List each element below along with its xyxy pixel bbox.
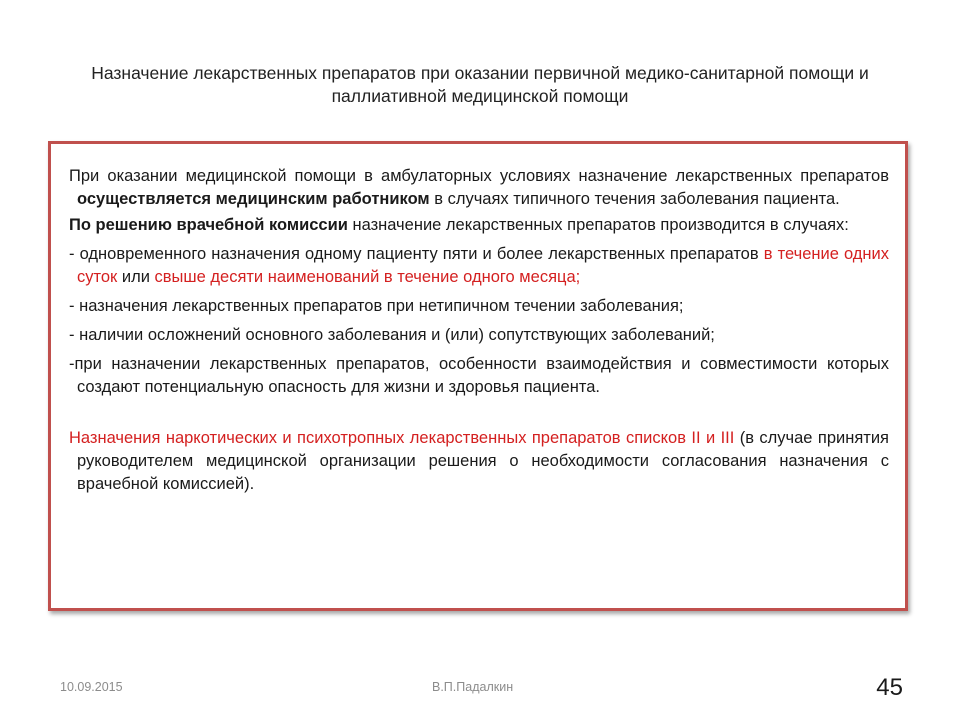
list-item-complications: - наличии осложнений основного заболевания и (или) сопутствующих заболеваний; — [69, 326, 715, 344]
paragraph-ambulatory-text-2: в случаях типичного течения заболевания пациента. — [429, 190, 840, 208]
paragraph-narcotics — [69, 427, 889, 496]
paragraph-narcotics-red: Назначения наркотических и психотропных лекарственных препаратов списков II и III — [69, 429, 735, 447]
list-item-interactions: -при назначении лекарственных препаратов, особенности взаимодействия и совместимости которых создают потенциальную опасность для жизни и здоровья пациента. — [69, 355, 889, 396]
paragraph-narcotics-text: (в случае принятия руководителем медицинской организации решения о необходимости согласования назначения с врачебной комиссией). — [77, 429, 889, 493]
paragraph-commission — [69, 214, 889, 237]
content-body — [69, 165, 889, 496]
paragraph-ambulatory — [69, 165, 889, 211]
list-item-five-drugs-text-1: - одновременного назначения одному пациенту пяти и более лекарственных препаратов — [69, 245, 764, 263]
paragraph-commission-text: назначение лекарственных препаратов производится в случаях: — [347, 216, 849, 234]
paragraph-ambulatory-bold: осуществляется медицинским работником — [77, 190, 430, 208]
list-item-five-drugs-red-1: в течение одних суток — [77, 245, 889, 286]
content-frame — [48, 141, 908, 611]
footer-author: В.П.Падалкин — [432, 680, 514, 694]
footer-date: 10.09.2015 — [60, 680, 123, 694]
list-item-five-drugs — [69, 243, 889, 289]
page-number: 45 — [876, 674, 903, 701]
slide-title: Назначение лекарственных препаратов при оказании первичной медико-санитарной помощи и паллиативной медицинской помощи — [91, 63, 869, 106]
list-item-five-drugs-red-2: свыше десяти наименований в течение одного месяца; — [154, 268, 581, 286]
paragraph-commission-bold: По решению врачебной комиссии — [69, 216, 348, 234]
list-item-five-drugs-text-2: или — [117, 268, 155, 286]
list-item-atypical: - назначения лекарственных препаратов при нетипичном течении заболевания; — [69, 297, 684, 315]
paragraph-ambulatory-text-1: При оказании медицинской помощи в амбулаторных условиях назначение лекарственных препаратов — [69, 167, 889, 185]
